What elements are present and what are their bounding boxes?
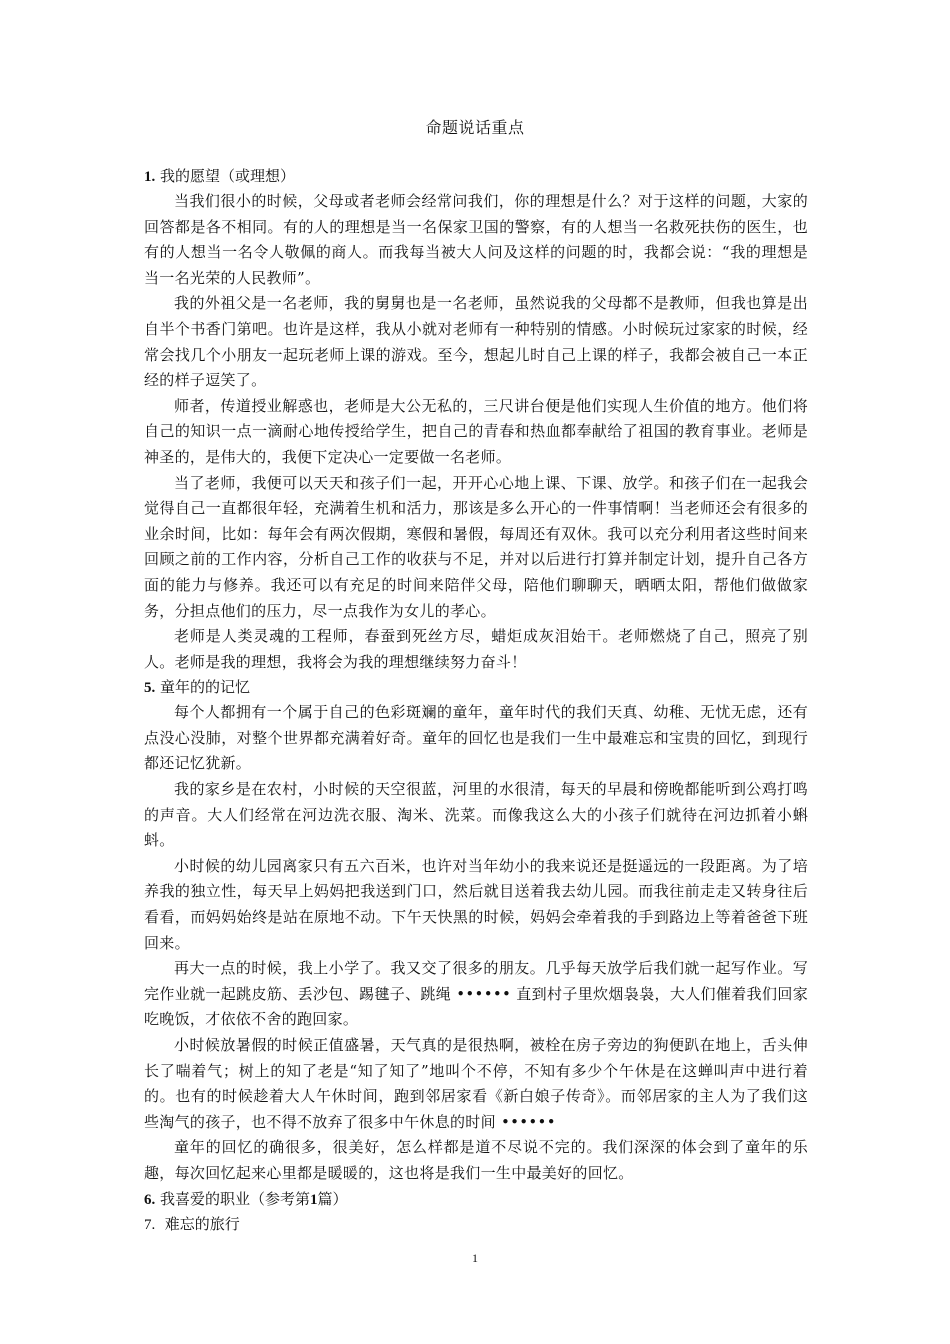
- section-number: 7.: [144, 1216, 156, 1233]
- paragraph: 师者，传道授业解惑也，老师是大公无私的，三尺讲台便是他们实现人生价值的地方。他们将自己的知识一点一滴耐心地传授给学生，把自己的青春和热血都奉献给了祖国的教育事业。老师是神圣的，是伟大的，我便下定决心一定要做一名老师。: [144, 396, 808, 466]
- paragraph: 小时候的幼儿园离家只有五六百米，也许对当年幼小的我来说还是挺遥远的一段距离。为了培养我的独立性，每天早上妈妈把我送到门口，然后就目送着我去幼儿园。而我往前走走又转身往后看看，而妈妈始终是站在原地不动。下午天快黑的时候，妈妈会牵着我的手到路边上等着爸爸下班回来。: [144, 856, 808, 952]
- section-1: [144, 164, 808, 675]
- section-heading: [144, 1212, 808, 1237]
- page-number: 1: [472, 1251, 478, 1265]
- paragraph: 童年的回忆的确很多，很美好，怎么样都是道不尽说不完的。我们深深的体会到了童年的乐趣，每次回忆起来心里都是暖暖的，这也将是我们一生中最美好的回忆。: [144, 1138, 808, 1182]
- section-heading: [144, 675, 808, 700]
- section-heading-reference: 1: [310, 1191, 318, 1208]
- section-heading-text-tail: 篇）: [317, 1189, 348, 1208]
- section-5: [144, 675, 808, 1186]
- section-number: 5.: [144, 680, 156, 697]
- section-heading-text: 我的愿望（或理想）: [160, 167, 296, 185]
- section-heading: [144, 1187, 808, 1212]
- section-number: 6.: [144, 1191, 156, 1208]
- paragraph: 再大一点的时候，我上小学了。我又交了很多的朋友。几乎每天放学后我们就一起写作业。写完作业就一起跳皮筋、丢沙包、踢毽子、跳绳 •••••• 直到村子里炊烟袅袅，大人们催着我们回家吃晚饭，才依依不舍的跑回家。: [144, 959, 808, 1029]
- page-title: 命题说话重点: [425, 118, 525, 137]
- section-number: 1.: [144, 169, 156, 185]
- paragraph: 当了老师，我便可以天天和孩子们一起，开开心心地上课、下课、放学。和孩子们在一起我会觉得自己一直都很年轻，充满着生机和活力，那该是多么开心的一件事情啊！当老师还会有很多的业余时间，比如：每年会有两次假期，寒假和暑假，每周还有双休。我可以充分利用者这些时间来回顾之前的工作内容，分析自己工作的收获与不足，并对以后进行打算并制定计划，提升自己各方面的能力与修养。我还可以有充足的时间来陪伴父母，陪他们聊聊天，晒晒太阳，帮他们做做家务，分担点他们的压力，尽一点我作为女儿的孝心。: [144, 473, 808, 620]
- document-body: [144, 164, 808, 1237]
- paragraph: 小时候放暑假的时候正值盛暑，天气真的是很热啊，被栓在房子旁边的狗便趴在地上，舌头伸长了喘着气；树上的知了老是“知了知了”地叫个不停，不知有多少个午休是在这蝉叫声中进行着的。也有的时候趁着大人午休时间，跑到邻居家看《新白娘子传奇》。而邻居家的主人为了我们这些淘气的孩子，也不得不放弃了很多中午休息的时间 ••••••: [144, 1036, 808, 1131]
- section-6: [144, 1187, 808, 1212]
- section-heading-text: 童年的的记忆: [160, 678, 251, 697]
- section-heading-text: 难忘的旅行: [164, 1214, 240, 1233]
- paragraph: 老师是人类灵魂的工程师，春蚕到死丝方尽，蜡炬成灰泪始干。老师燃烧了自己，照亮了别人。老师是我的理想，我将会为我的理想继续努力奋斗！: [144, 627, 808, 671]
- section-heading-text: 我喜爱的职业（参考第: [160, 1189, 311, 1208]
- paragraph: 我的家乡是在农村，小时候的天空很蓝，河里的水很清，每天的早晨和傍晚都能听到公鸡打鸣的声音。大人们经常在河边洗衣服、淘米、洗菜。而像我这么大的小孩子们就待在河边抓着小蝌蚪。: [144, 780, 808, 850]
- section-heading: [144, 164, 808, 189]
- paragraph: 当我们很小的时候，父母或者老师会经常问我们，你的理想是什么？对于这样的问题，大家的回答都是各不相同。有的人的理想是当一名保家卫国的警察，有的人想当一名救死扶伤的医生，也有的人想当一名令人敬佩的商人。而我每当被大人问及这样的问题的时，我都会说：“我的理想是当一名光荣的人民教师”。: [144, 192, 808, 287]
- section-7: [144, 1212, 808, 1237]
- paragraph: 我的外祖父是一名老师，我的舅舅也是一名老师，虽然说我的父母都不是教师，但我也算是出自半个书香门第吧。也许是这样，我从小就对老师有一种特别的情感。小时候玩过家家的时候，经常会找几个小朋友一起玩老师上课的游戏。至今，想起儿时自己上课的样子，我都会被自己一本正经的样子逗笑了。: [144, 294, 808, 390]
- paragraph: 每个人都拥有一个属于自己的色彩斑斓的童年，童年时代的我们天真、幼稚、无忧无虑，还有点没心没肺，对整个世界都充满着好奇。童年的回忆也是我们一生中最难忘和宝贵的回忆，到现行都还记忆犹新。: [144, 703, 808, 773]
